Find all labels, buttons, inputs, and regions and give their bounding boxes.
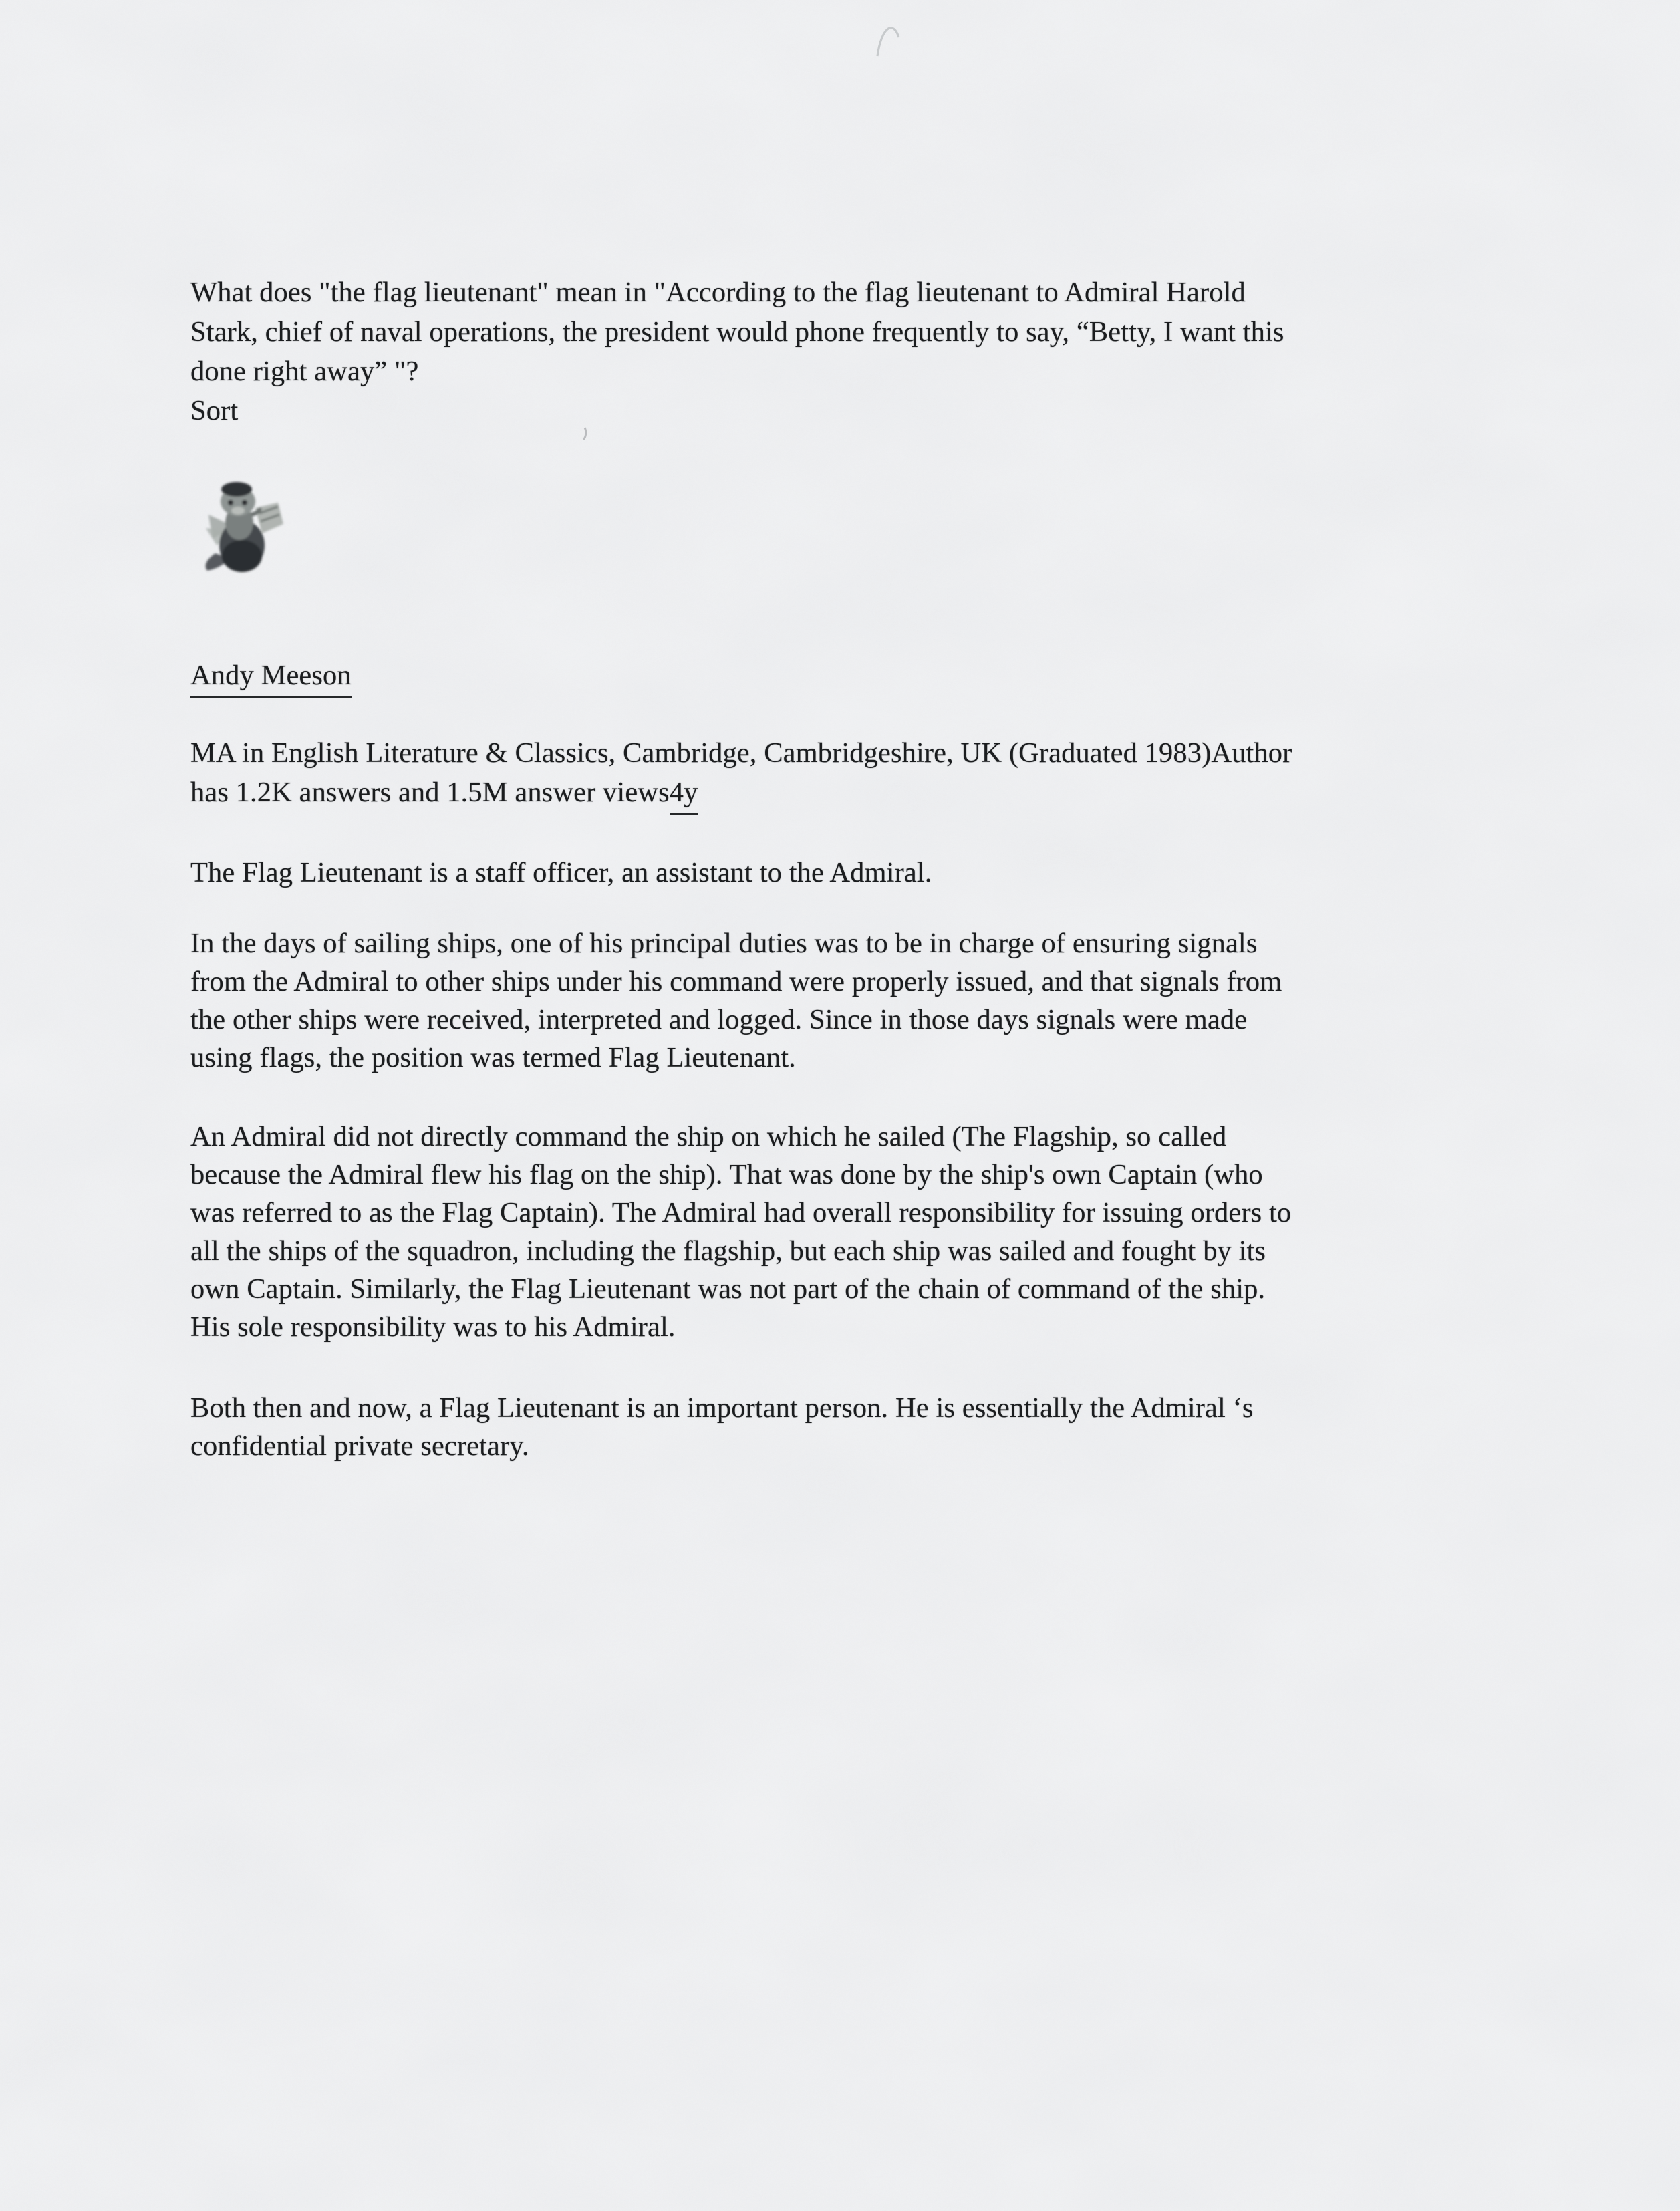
credentials-text: has 1.2K answers and 1.5M answer views bbox=[190, 777, 670, 808]
question-line: Stark, chief of naval operations, the president would phone frequently to say, “Betty, I want this bbox=[190, 316, 1284, 348]
answer-line: was referred to as the Flag Captain). The Admiral had overall responsibility for issuing orders to bbox=[190, 1197, 1292, 1228]
author-name-link bbox=[190, 656, 352, 698]
scan-artifact-squiggle bbox=[872, 15, 912, 61]
otter-holding-map-icon bbox=[198, 475, 289, 576]
question-text bbox=[190, 273, 1284, 430]
answer-line: because the Admiral flew his flag on the ship). That was done by the ship's own Captain (who bbox=[190, 1159, 1263, 1190]
answer-line: own Captain. Similarly, the Flag Lieutenant was not part of the chain of command of the ship. bbox=[190, 1273, 1266, 1305]
answer-line: using flags, the position was termed Flag Lieutenant. bbox=[190, 1042, 796, 1073]
answer-paragraph bbox=[190, 854, 932, 892]
answer-paragraph bbox=[190, 1118, 1291, 1346]
author-avatar bbox=[198, 475, 289, 576]
author-credentials bbox=[190, 733, 1292, 815]
answer-line: An Admiral did not directly command the ship on which he sailed (The Flagship, so called bbox=[190, 1121, 1227, 1152]
sort-label: Sort bbox=[190, 395, 239, 426]
credentials-line: MA in English Literature & Classics, Cambridge, Cambridgeshire, UK (Graduated 1983)Author bbox=[190, 737, 1292, 769]
credentials-line bbox=[190, 773, 1292, 815]
answer-line: the other ships were received, interpreted and logged. Since in those days signals were made bbox=[190, 1004, 1248, 1035]
answer-line: all the ships of the squadron, including the flagship, but each ship was sailed and fought by its bbox=[190, 1235, 1266, 1267]
question-line: done right away” "? bbox=[190, 356, 419, 387]
question-line: What does "the flag lieutenant" mean in "According to the flag lieutenant to Admiral Harold bbox=[190, 277, 1246, 308]
answer-line: from the Admiral to other ships under his command were properly issued, and that signals from bbox=[190, 966, 1282, 997]
answer-line: In the days of sailing ships, one of his principal duties was to be in charge of ensuring signals bbox=[190, 928, 1258, 959]
answer-age-link: 4y bbox=[670, 773, 698, 815]
answer-line: Both then and now, a Flag Lieutenant is an important person. He is essentially the Admiral ‘s bbox=[190, 1392, 1254, 1424]
answer-line: The Flag Lieutenant is a staff officer, an assistant to the Admiral. bbox=[190, 857, 932, 888]
answer-line: confidential private secretary. bbox=[190, 1430, 529, 1462]
answer-paragraph bbox=[190, 1389, 1254, 1465]
answer-line: His sole responsibility was to his Admiral. bbox=[190, 1311, 676, 1343]
author-name-text: Andy Meeson bbox=[190, 656, 352, 698]
answer-paragraph bbox=[190, 924, 1282, 1077]
